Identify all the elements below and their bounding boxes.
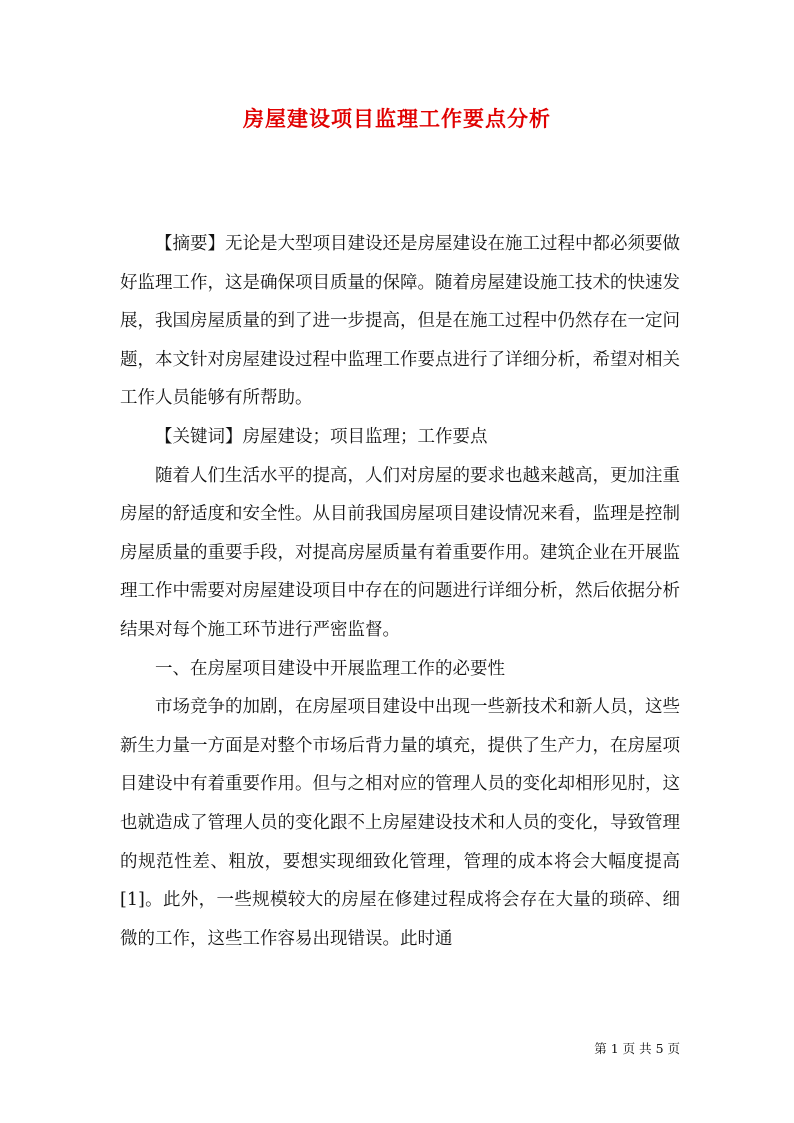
body-paragraph: 随着人们生活水平的提高，人们对房屋的要求也越来越高，更加注重房屋的舒适度和安全性。从目前我国房屋项目建设情况来看，监理是控制房屋质量的重要手段，对提高房屋质量有着重要作用。建筑企业在开展监理工作中需要对房屋建设项目中存在的问题进行详细分析，然后依据分析结果对每个施工环节进行严密监督。 [120,465,680,640]
document-title: 房屋建设项目监理工作要点分析 [243,106,551,131]
section-heading: 一、在房屋项目建设中开展监理工作的必要性 [155,658,505,679]
page-number-footer: 第 1 页 共 5 页 [594,1041,680,1056]
body-paragraph: 市场竞争的加剧，在房屋项目建设中出现一些新技术和新人员，这些新生力量一方面是对整个市场后背力量的填充，提供了生产力，在房屋项目建设中有着重要作用。但与之相对应的管理人员的变化却相形见肘，这也就造成了管理人员的变化跟不上房屋建设技术和人员的变化，导致管理的规范性差、粗放，要想实现细致化管理，管理的成本将会大幅度提高[1]。此外，一些规模较大的房屋在修建过程成将会存在大量的琐碎、细微的工作，这些工作容易出现错误。此时通 [120,697,680,949]
abstract-paragraph: 【摘要】无论是大型项目建设还是房屋建设在施工过程中都必须要做好监理工作，这是确保项目质量的保障。随着房屋建设施工技术的快速发展，我国房屋质量的到了进一步提高，但是在施工过程中仍然存在一定问题，本文针对房屋建设过程中监理工作要点进行了详细分析，希望对相关工作人员能够有所帮助。 [120,234,680,409]
keywords-paragraph: 【关键词】房屋建设；项目监理；工作要点 [155,426,488,447]
document-body [120,225,680,958]
